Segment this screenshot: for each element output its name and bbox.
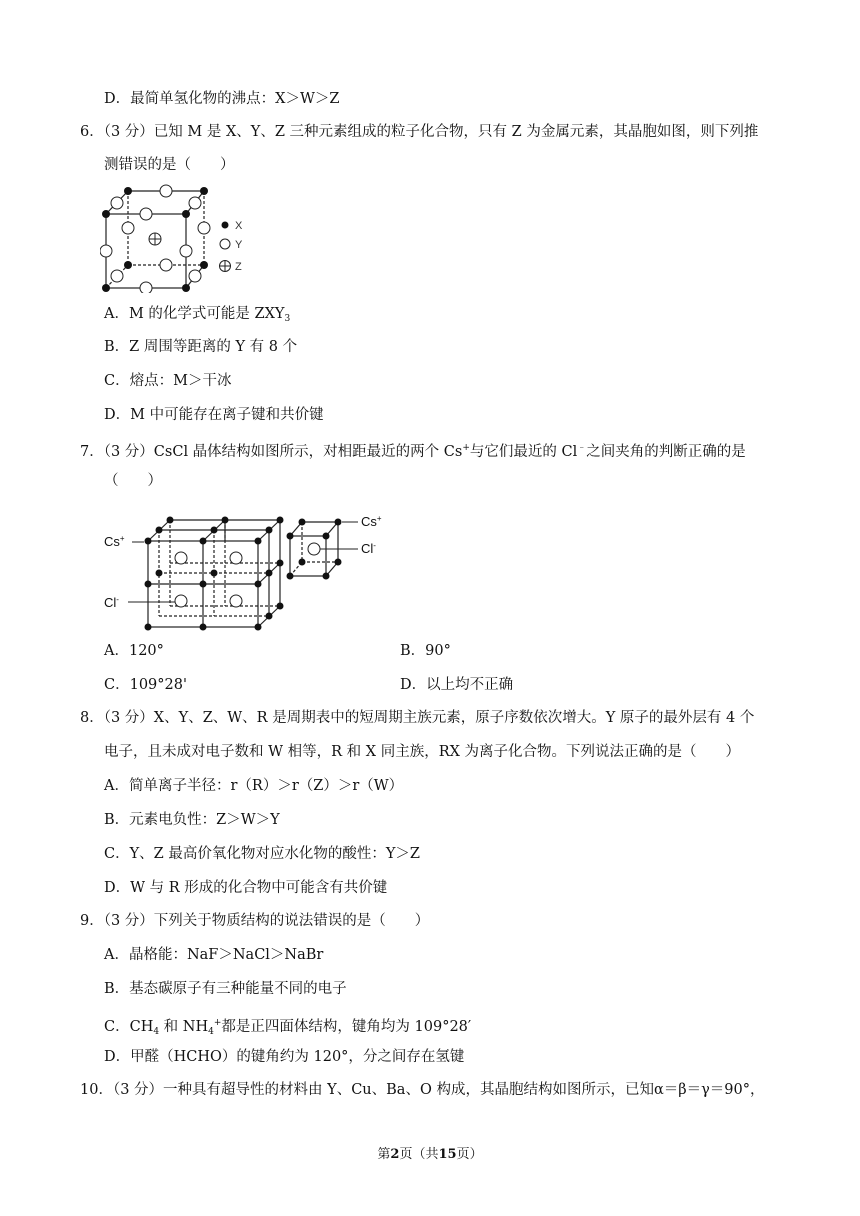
q8-option-a: A．简单离子半径：r（R）＞r（Z）＞r（W） [104, 778, 404, 794]
q7-option-a: A．120° [104, 643, 164, 659]
q8-stem-line1: 8．（3 分）X、Y、Z、W、R 是周期表中的短周期主族元素，原子序数依次增大。Y 原子的最外层有 4 个 [80, 710, 755, 726]
q6-option-a: A．M 的化学式可能是 $ZXY_3$ [104, 306, 291, 324]
q7-stem-line2: （ ） [104, 473, 162, 489]
legend-z-label: Z [235, 261, 242, 273]
q7-option-b: B．90° [400, 643, 451, 659]
legend-y-label: Y [235, 239, 243, 251]
cl-label-right: Cl- [361, 541, 376, 556]
page-footer: 第2页（共15页） [377, 1147, 483, 1162]
q8-stem-line2: 电子，且未成对电子数和 W 相等，R 和 X 同主族，RX 为离子化合物。下列说法正确的是（ ） [104, 744, 741, 760]
q6-stem-line2: 测错误的是（ ） [104, 157, 235, 173]
q6-option-b: B．Z 周围等距离的 Y 有 8 个 [104, 339, 298, 355]
q8-option-b: B．元素电负性：Z＞W＞Y [104, 812, 280, 828]
q6-stem-line1: 6．（3 分）已知 M 是 X、Y、Z 三种元素组成的粒子化合物，只有 Z 为金属元素，其晶胞如图，则下列推 [80, 124, 759, 140]
legend-x-label: X [235, 220, 243, 232]
q9-option-c: C．$CH_4$ 和 $NH_4^+$都是正四面体结构，键角均为 109°28′ [104, 1018, 472, 1037]
q9-option-b: B．基态碳原子有三种能量不同的电子 [104, 981, 347, 997]
q6-option-d: D．M 中可能存在离子键和共价键 [104, 407, 324, 423]
q9-stem: 9．（3 分）下列关于物质结构的说法错误的是（ ） [80, 913, 430, 929]
q9-option-a: A．晶格能：NaF＞NaCl＞NaBr [104, 947, 324, 963]
q5-option-d: D．最简单氢化物的沸点：X＞W＞Z [104, 91, 340, 107]
q7-option-d: D．以上均不正确 [400, 677, 514, 693]
q7-cscl-figure [100, 508, 400, 633]
cl-label-left: Cl- [104, 595, 119, 610]
q8-option-c: C．Y、Z 最高价氧化物对应水化物的酸性：Y＞Z [104, 846, 420, 862]
q10-stem-line1: 10．（3 分）一种具有超导性的材料由 Y、Cu、Ba、O 构成，其晶胞结构如图所示，已知α＝β＝γ＝90°， [80, 1082, 765, 1098]
q8-option-d: D．W 与 R 形成的化合物中可能含有共价键 [104, 880, 388, 896]
q6-unit-cell-figure [100, 183, 260, 293]
q6-option-c: C．熔点：M＞干冰 [104, 373, 232, 389]
cs-label-right: Cs+ [361, 514, 382, 529]
q7-stem-line1: 7．（3 分）CsCl 晶体结构如图所示，对相距最近的两个 Cs+与它们最近的 Cl﹣之间夹角的判断正确的是 [80, 443, 746, 460]
q9-option-d: D．甲醛（HCHO）的键角约为 120°，分之间存在氢键 [104, 1049, 465, 1065]
q7-option-c: C．109°28' [104, 677, 187, 693]
cs-label-left: Cs+ [104, 534, 125, 549]
